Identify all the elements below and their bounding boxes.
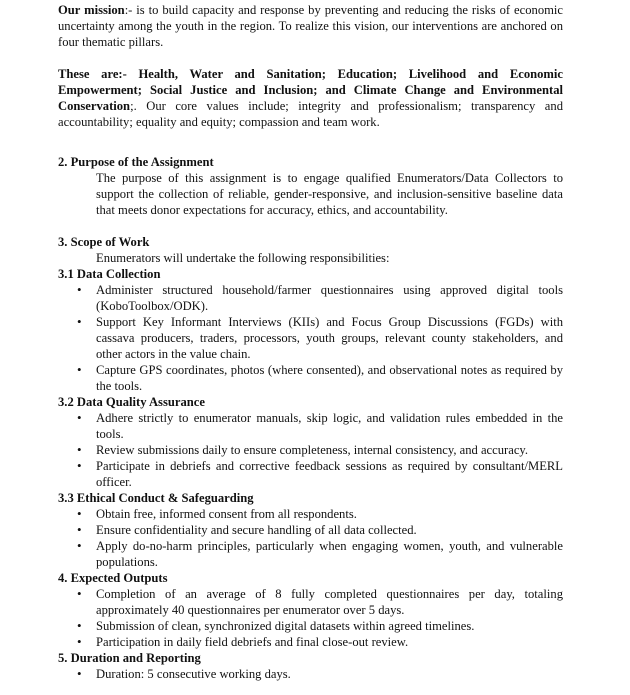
section-4-list bbox=[58, 586, 563, 650]
pillars-list: Health, Water and Sanitation; Education; Livelihood and Economic Empowerment; Social Justice and Inclusion; and Climate Change and Environmental Conservation bbox=[58, 67, 563, 113]
section-3-2-heading: 3.2 Data Quality Assurance bbox=[58, 395, 205, 409]
list-item: • Participation in daily field debriefs and final close-out review. bbox=[58, 634, 563, 650]
section-3-2-list bbox=[58, 410, 563, 490]
document-page bbox=[58, 2, 563, 682]
section-4-heading: 4. Expected Outputs bbox=[58, 571, 168, 585]
section-2-body: The purpose of this assignment is to engage qualified Enumerators/Data Collectors to support the collection of reliable, gender-responsive, and inclusion-sensitive baseline data that meets donor expectations for accuracy, ethics, and accountability. bbox=[96, 171, 563, 217]
list-item: • Completion of an average of 8 fully completed questionnaires per day, totaling approximately 40 questionnaires per enumerator over 5 days. bbox=[58, 586, 563, 618]
pillars-lead: These are:- bbox=[58, 67, 139, 81]
spacer bbox=[58, 130, 563, 154]
section-3-3-list bbox=[58, 506, 563, 570]
mission-text: :- is to build capacity and response by preventing and reducing the risks of economic uncertainty among the youth in the region. To realize this vision, our interventions are anchored on four thematic pillars. bbox=[58, 3, 563, 49]
list-item: • Submission of clean, synchronized digital datasets within agreed timelines. bbox=[58, 618, 563, 634]
mission-paragraph bbox=[58, 2, 563, 50]
spacer bbox=[58, 50, 563, 66]
list-item: • Support Key Informant Interviews (KIIs) and Focus Group Discussions (FGDs) with cassava producers, traders, processors, youth groups, relevant county stakeholders, and other actors in the value chain. bbox=[58, 314, 563, 362]
section-3-heading: 3. Scope of Work bbox=[58, 235, 150, 249]
core-values-text: ;. Our core values include; integrity and professionalism; transparency and accountability; equality and equity; compassion and team work. bbox=[58, 99, 563, 129]
section-3-intro: Enumerators will undertake the following responsibilities: bbox=[96, 251, 390, 265]
list-item: • Obtain free, informed consent from all respondents. bbox=[58, 506, 563, 522]
list-item: • Adhere strictly to enumerator manuals, skip logic, and validation rules embedded in the tools. bbox=[58, 410, 563, 442]
list-item: • Capture GPS coordinates, photos (where consented), and observational notes as required by the tools. bbox=[58, 362, 563, 394]
section-3-3-heading: 3.3 Ethical Conduct & Safeguarding bbox=[58, 491, 254, 505]
spacer bbox=[58, 218, 563, 234]
mission-label: Our mission bbox=[58, 3, 125, 17]
section-5-list bbox=[58, 666, 563, 682]
list-item: • Ensure confidentiality and secure handling of all data collected. bbox=[58, 522, 563, 538]
section-3-1-list bbox=[58, 282, 563, 394]
section-5-heading: 5. Duration and Reporting bbox=[58, 651, 201, 665]
section-2-heading: 2. Purpose of the Assignment bbox=[58, 155, 214, 169]
pillars-paragraph bbox=[58, 66, 563, 130]
list-item: • Duration: 5 consecutive working days. bbox=[58, 666, 563, 682]
section-3-1-heading: 3.1 Data Collection bbox=[58, 267, 161, 281]
list-item: • Apply do-no-harm principles, particularly when engaging women, youth, and vulnerable populations. bbox=[58, 538, 563, 570]
list-item: • Administer structured household/farmer questionnaires using approved digital tools (KoboToolbox/ODK). bbox=[58, 282, 563, 314]
list-item: • Participate in debriefs and corrective feedback sessions as required by consultant/MERL officer. bbox=[58, 458, 563, 490]
list-item: • Review submissions daily to ensure completeness, internal consistency, and accuracy. bbox=[58, 442, 563, 458]
